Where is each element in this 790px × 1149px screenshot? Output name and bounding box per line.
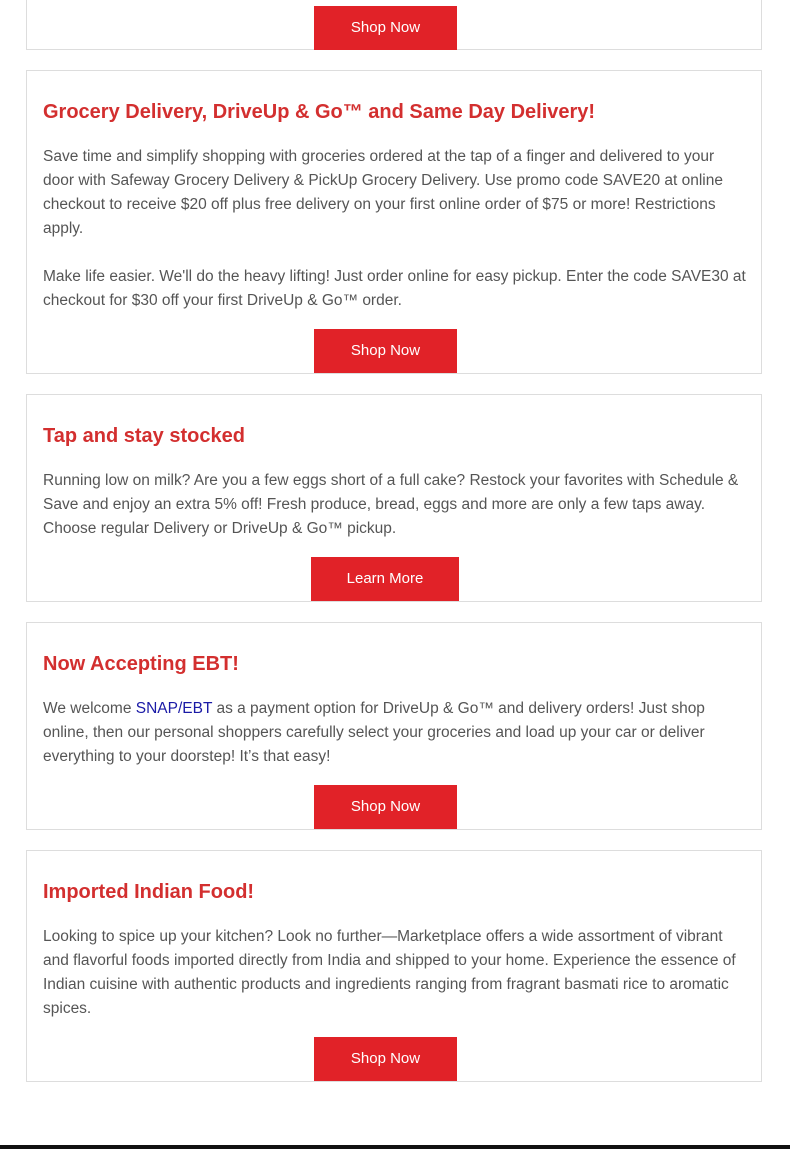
promo-card-grocery-delivery: [26, 70, 762, 374]
card-body: Running low on milk? Are you a few eggs short of a full cake? Restock your favorites with Schedule & Save and enjoy an extra 5% off! Fresh produce, bread, eggs and more are only a few taps away. Choose regular Delivery or DriveUp & Go™ pickup.: [43, 472, 739, 537]
card-title: Grocery Delivery, DriveUp & Go™ and Same Day Delivery!: [43, 101, 596, 123]
shop-now-button[interactable]: Shop Now: [314, 6, 457, 50]
shop-now-button[interactable]: Shop Now: [314, 329, 457, 373]
card-body: Looking to spice up your kitchen? Look no further—Marketplace offers a wide assortment of vibrant and flavorful foods imported directly from India and shipped to your home. Experience the essence of Indian cuisine with authentic products and ingredients ranging from fragrant basmati rice to aromatic spices.: [43, 928, 736, 1017]
shop-now-button[interactable]: Shop Now: [314, 785, 457, 829]
card-body: Make life easier. We'll do the heavy lifting! Just order online for easy pickup. Enter the code SAVE30 at checkout for $30 off your first DriveUp & Go™ order.: [43, 268, 746, 309]
card-title: Tap and stay stocked: [43, 425, 245, 447]
footer-divider: [0, 1145, 790, 1149]
promo-card-ebt: [26, 622, 762, 830]
snap-ebt-link[interactable]: SNAP/EBT: [135, 700, 213, 717]
body-text: We welcome: [43, 700, 136, 717]
card-title: Now Accepting EBT!: [43, 653, 239, 675]
learn-more-button[interactable]: Learn More: [311, 557, 459, 601]
shop-now-button[interactable]: Shop Now: [314, 1037, 457, 1081]
promo-card-top: [26, 0, 762, 50]
promo-card-tap-stocked: [26, 394, 762, 602]
promo-card-indian-food: [26, 850, 762, 1082]
body-text: as a payment option for DriveUp & Go™ and delivery orders! Just shop online, then our personal shoppers carefully select your groceries and load up your car or deliver everything to your doorstep! It’s that easy!: [43, 700, 705, 765]
card-title: Imported Indian Food!: [43, 881, 255, 903]
card-body: Save time and simplify shopping with groceries ordered at the tap of a finger and delivered to your door with Safeway Grocery Delivery & PickUp Grocery Delivery. Use promo code SAVE20 at online checkout to receive $20 off plus free delivery on your first online order of $75 or more! Restrictions apply.: [43, 148, 723, 237]
card-body: [43, 697, 749, 769]
